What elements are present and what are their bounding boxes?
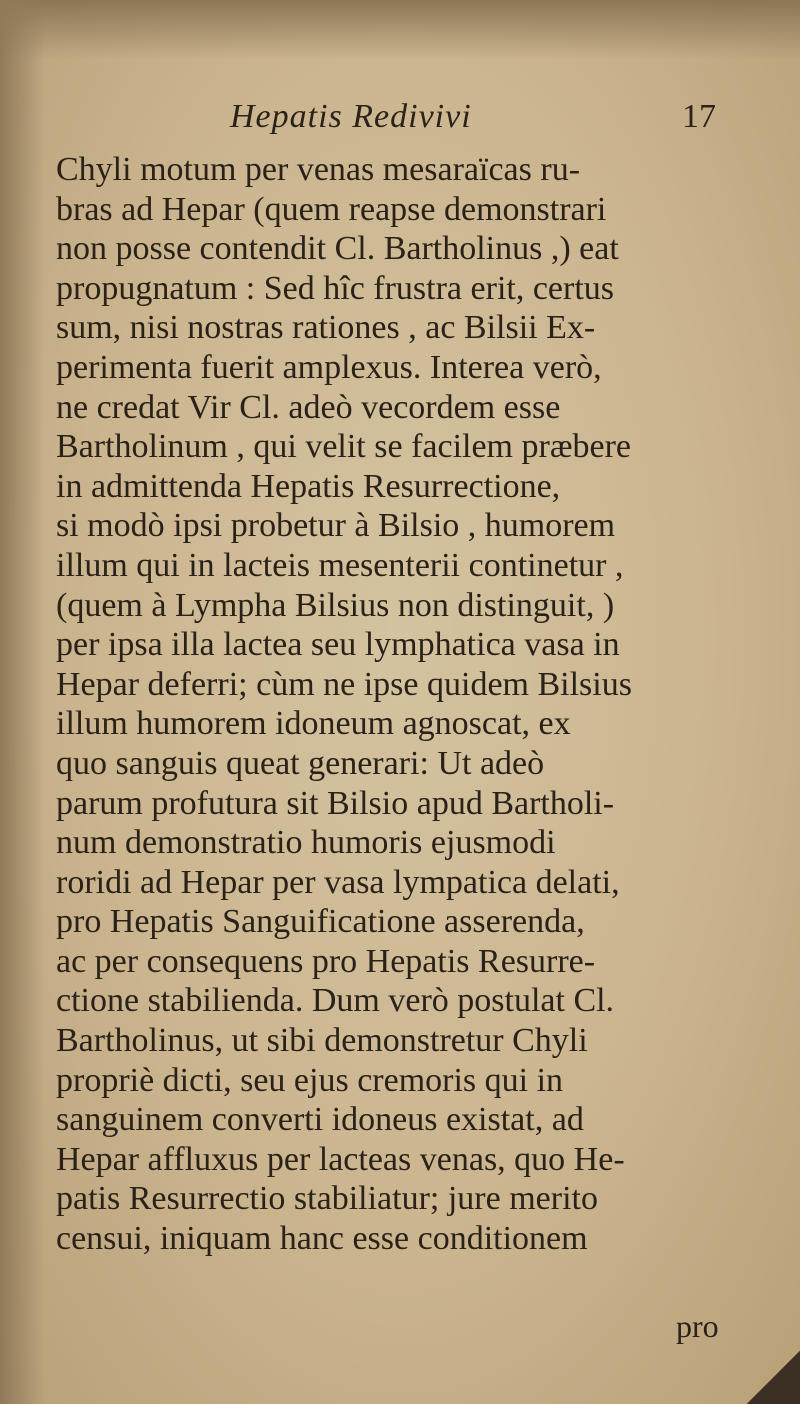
text-line: illum qui in lacteis mesenterii continetur , [56,546,624,584]
text-line: ac per consequens pro Hepatis Resurre- [56,942,596,980]
text-line: num demonstratio humoris ejusmodi [56,824,556,862]
text-line: Hepar affluxus per lacteas venas, quo He- [56,1140,625,1178]
text-line: per ipsa illa lactea seu lymphatica vasa in [56,626,620,664]
text-line: non posse contendit Cl. Bartholinus ,) eat [56,230,619,268]
text-line: quo sanguis queat generari: Ut adeò [56,744,545,782]
text-line: parum profutura sit Bilsio apud Bartholi- [56,784,615,822]
text-line: (quem à Lympha Bilsius non distinguit, ) [56,586,615,624]
text-line: bras ad Hepar (quem reapse demonstrari [56,190,607,228]
text-line: ne credat Vir Cl. adeò vecordem esse [56,388,561,426]
text-line: in admittenda Hepatis Resurrectione, [56,467,561,505]
text-line: roridi ad Hepar per vasa lympatica delati, [56,863,620,901]
page-number: 17 [682,98,716,135]
page-shadow-gutter [0,0,45,1404]
text-line: sum, nisi nostras rationes , ac Bilsii Ex- [56,309,596,347]
text-line: Bartholinus, ut sibi demonstretur Chyli [56,1022,588,1060]
catchword: pro [676,1308,719,1344]
text-line: censui, iniquam hanc esse conditionem [56,1220,588,1258]
text-line: Chyli motum per venas mesaraïcas ru- [56,151,581,188]
text-line: patis Resurrectio stabiliatur; jure merito [56,1180,598,1218]
text-line: propugnatum : Sed hîc frustra erit, certus [56,269,615,307]
running-head: Hepatis Redivivi [230,98,472,135]
text-line: sanguinem converti idoneus existat, ad [56,1101,584,1139]
text-line: ctione stabilienda. Dum verò postulat Cl. [56,982,615,1020]
page-shadow-top [0,0,800,60]
page-corner [740,1344,800,1404]
text-line: propriè dicti, seu ejus cremoris qui in [56,1061,564,1099]
body-text [56,150,772,1259]
text-line: perimenta fuerit amplexus. Interea verò, [56,348,602,386]
text-line: si modò ipsi probetur à Bilsio , humorem [56,507,616,545]
text-line: Bartholinum , qui velit se facilem præbere [56,428,632,466]
text-line: pro Hepatis Sanguificatione asserenda, [56,903,585,941]
text-line: illum humorem idoneum agnoscat, ex [56,705,571,743]
text-line: Hepar deferri; cùm ne ipse quidem Bilsius [56,665,632,703]
